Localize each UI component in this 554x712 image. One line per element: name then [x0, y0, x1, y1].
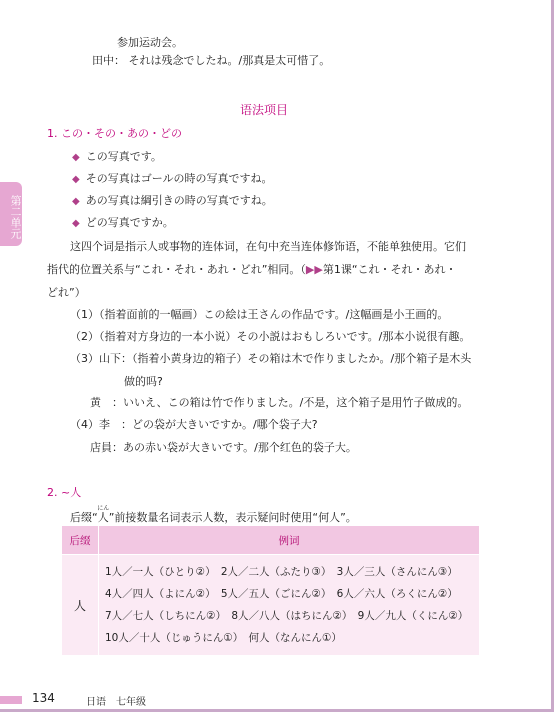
example-3-line-2: 做的吗?: [124, 375, 163, 388]
explanation-line-1: 这四个词是指示人或事物的连体词，在句中充当连体修饰语，不能单独使用。它们: [70, 240, 466, 253]
suffix-table: [61, 525, 480, 656]
example-2: （2）（指着对方身边的一本小说）その小説はおもしろいです。/那本小说很有趣。: [70, 330, 471, 343]
table-example-line: 7人／七人（しちにん②） 8人／八人（はちにん②） 9人／九人（くにん②）: [105, 610, 469, 622]
example-4-line-2: 店員：あの赤い袋が大きいです。/那个红色的袋子大。: [90, 441, 357, 454]
bullet-item: [72, 148, 162, 164]
point2-description: [70, 505, 357, 525]
bullet-item: [72, 170, 272, 186]
example-1: （1）（指着面前的一幅画）この絵は王さんの作品です。/这幅画是小王画的。: [70, 308, 449, 321]
bullet-text: どの写真ですか。: [85, 216, 174, 229]
unit-side-tab: 第二单元: [0, 182, 22, 246]
footer-bar: [0, 696, 22, 704]
dialog-line-2: [92, 52, 330, 68]
table-suffix-cell: 人: [62, 555, 99, 656]
table-example-line: 4人／四人（よにん②） 5人／五人（ごにん②） 6人／六人（ろくにん②）: [105, 588, 458, 600]
description-text: ”前接数量名词表示人数，表示疑问时使用“何人”。: [108, 511, 357, 524]
example-4-line-1: （4）李 ：どの袋が大きいですか。/哪个袋子大?: [70, 418, 318, 431]
diamond-icon: ◆: [72, 174, 80, 185]
diamond-icon: ◆: [72, 152, 80, 163]
diamond-icon: ◆: [72, 218, 80, 229]
diamond-icon: ◆: [72, 196, 80, 207]
book-title: 日语 七年级: [86, 697, 146, 708]
example-3-line-3: 黄 ：いいえ、この箱は竹で作りました。/不是，这个箱子是用竹子做成的。: [90, 396, 469, 409]
explanation-text: 指代的位置关系与“これ・それ・あれ・どれ”相同。（: [47, 263, 306, 276]
ruby-word: [97, 505, 110, 524]
page-number: 134: [32, 691, 55, 705]
section-title: 语法项目: [240, 103, 289, 117]
bullet-text: この写真です。: [85, 150, 162, 163]
bullet-item: [72, 214, 174, 230]
table-header-examples: 例词: [99, 526, 480, 555]
table-example-line: 10人／十人（じゅうにん①） 何人（なんにん①）: [105, 632, 342, 644]
explanation-line-3: どれ”）: [47, 286, 86, 299]
dialog-line-1: 参加运动会。: [117, 36, 183, 49]
table-example-line: 1人／一人（ひとり②） 2人／二人（ふたり③） 3人／三人（さんにん③）: [105, 566, 458, 578]
point1-heading: 1. この・その・あの・どの: [47, 127, 182, 140]
description-text: 后缀“: [70, 511, 98, 524]
point2-heading: 2. ~人: [47, 486, 82, 499]
ruby-base: 人: [97, 511, 110, 524]
table-examples-cell: [99, 555, 480, 656]
example-3-line-1: （3）山下：（指着小黄身边的箱子）その箱は木で作りましたか。/那个箱子是木头: [70, 352, 472, 365]
explanation-text: 第1课“これ・それ・あれ・: [322, 263, 457, 276]
dialog-text: それは残念でしたね。/那真是太可惜了。: [128, 54, 331, 67]
explanation-line-2: [47, 261, 457, 277]
ruby-reading: にん: [97, 505, 110, 512]
bullet-item: [72, 192, 273, 208]
dialog-speaker: 田中：: [92, 54, 125, 67]
bullet-text: その写真はゴールの時の写真ですね。: [85, 172, 273, 185]
table-header-suffix: 后缀: [62, 526, 99, 555]
bullet-text: あの写真は綱引きの時の写真ですね。: [85, 194, 273, 207]
reference-arrow-icon: ▶▶: [305, 263, 323, 276]
